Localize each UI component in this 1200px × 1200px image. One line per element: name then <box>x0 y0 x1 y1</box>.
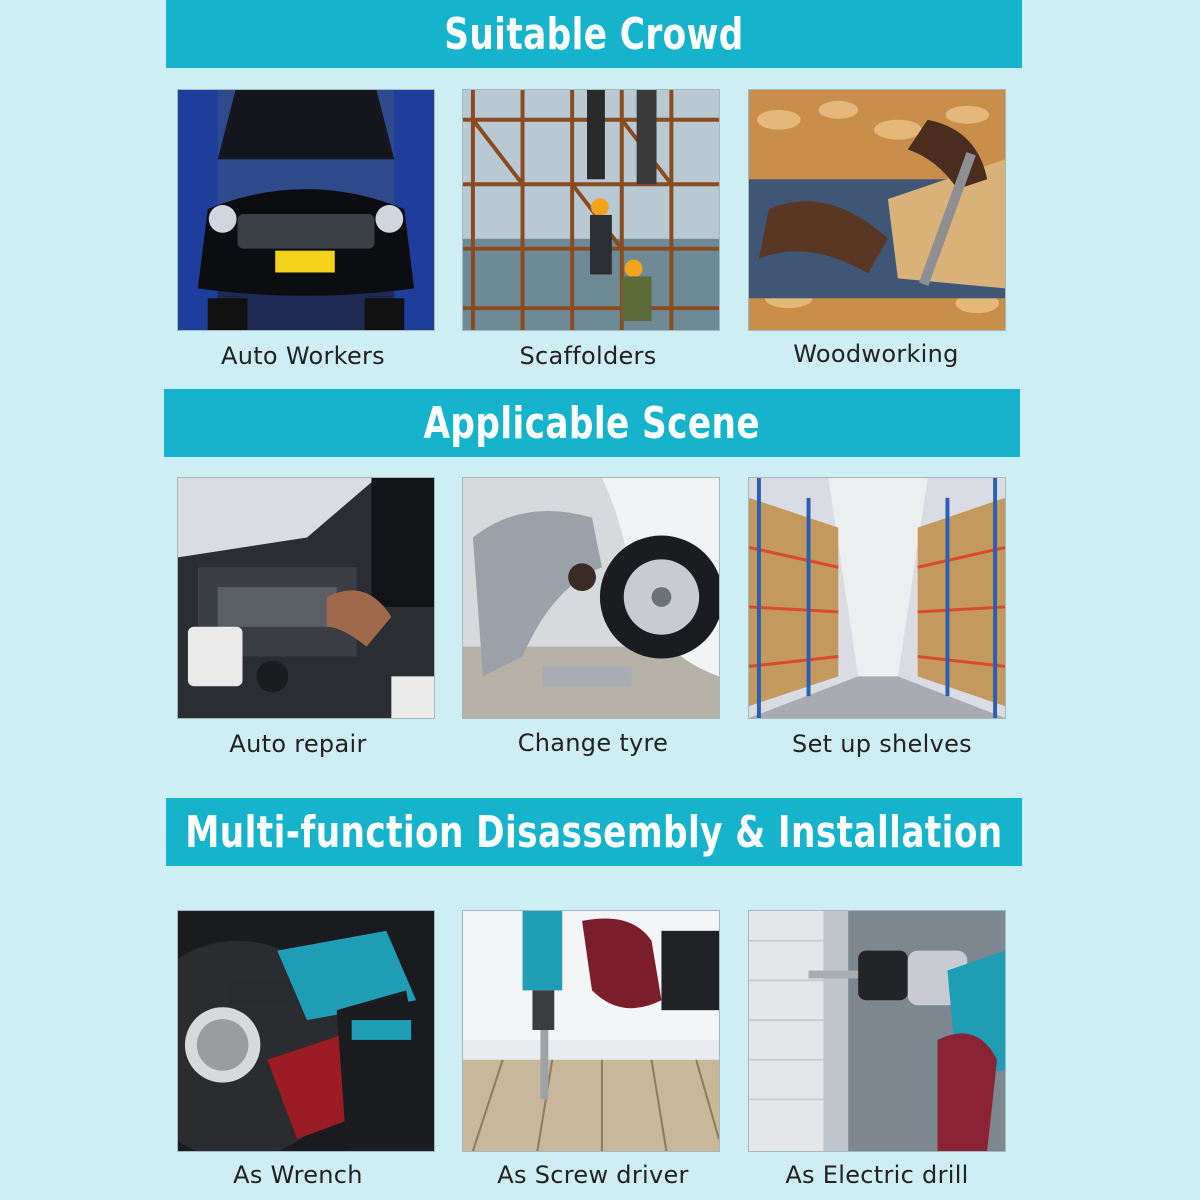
caption-as-wrench: As Wrench <box>233 1161 363 1189</box>
electric-drill-photo-icon <box>749 911 1005 1151</box>
section-title: Multi-function Disassembly & Installation <box>185 806 1003 858</box>
woodworking-photo-icon <box>749 90 1005 330</box>
caption-scaffolders: Scaffolders <box>519 342 657 370</box>
section-title: Applicable Scene <box>423 397 761 449</box>
as-wrench-image <box>177 910 435 1152</box>
section-title: Suitable Crowd <box>444 8 744 60</box>
car-engine-photo-icon <box>178 90 434 330</box>
as-electric-drill-image <box>748 910 1006 1152</box>
scaffolders-image <box>462 89 720 331</box>
engine-bay-photo-icon <box>178 478 434 718</box>
set-up-shelves-image <box>748 477 1006 719</box>
woodworking-image <box>748 89 1006 331</box>
section-banner-applicable-scene <box>164 389 1020 457</box>
caption-auto-workers: Auto Workers <box>220 342 385 370</box>
auto-workers-image <box>177 89 435 331</box>
caption-as-electric-drill: As Electric drill <box>785 1161 969 1189</box>
section-banner-multi-function <box>166 798 1022 866</box>
caption-as-screw-driver: As Screw driver <box>497 1161 689 1189</box>
auto-repair-image <box>177 477 435 719</box>
impact-wrench-photo-icon <box>178 911 434 1151</box>
scaffolding-photo-icon <box>463 90 719 330</box>
caption-auto-repair: Auto repair <box>229 730 367 758</box>
screwdriver-photo-icon <box>463 911 719 1151</box>
caption-set-up-shelves: Set up shelves <box>792 730 972 758</box>
caption-change-tyre: Change tyre <box>517 729 669 757</box>
warehouse-shelves-photo-icon <box>749 478 1005 718</box>
caption-woodworking: Woodworking <box>793 340 959 368</box>
as-screw-driver-image <box>462 910 720 1152</box>
tyre-change-photo-icon <box>463 478 719 718</box>
section-banner-suitable-crowd <box>166 0 1022 68</box>
change-tyre-image <box>462 477 720 719</box>
